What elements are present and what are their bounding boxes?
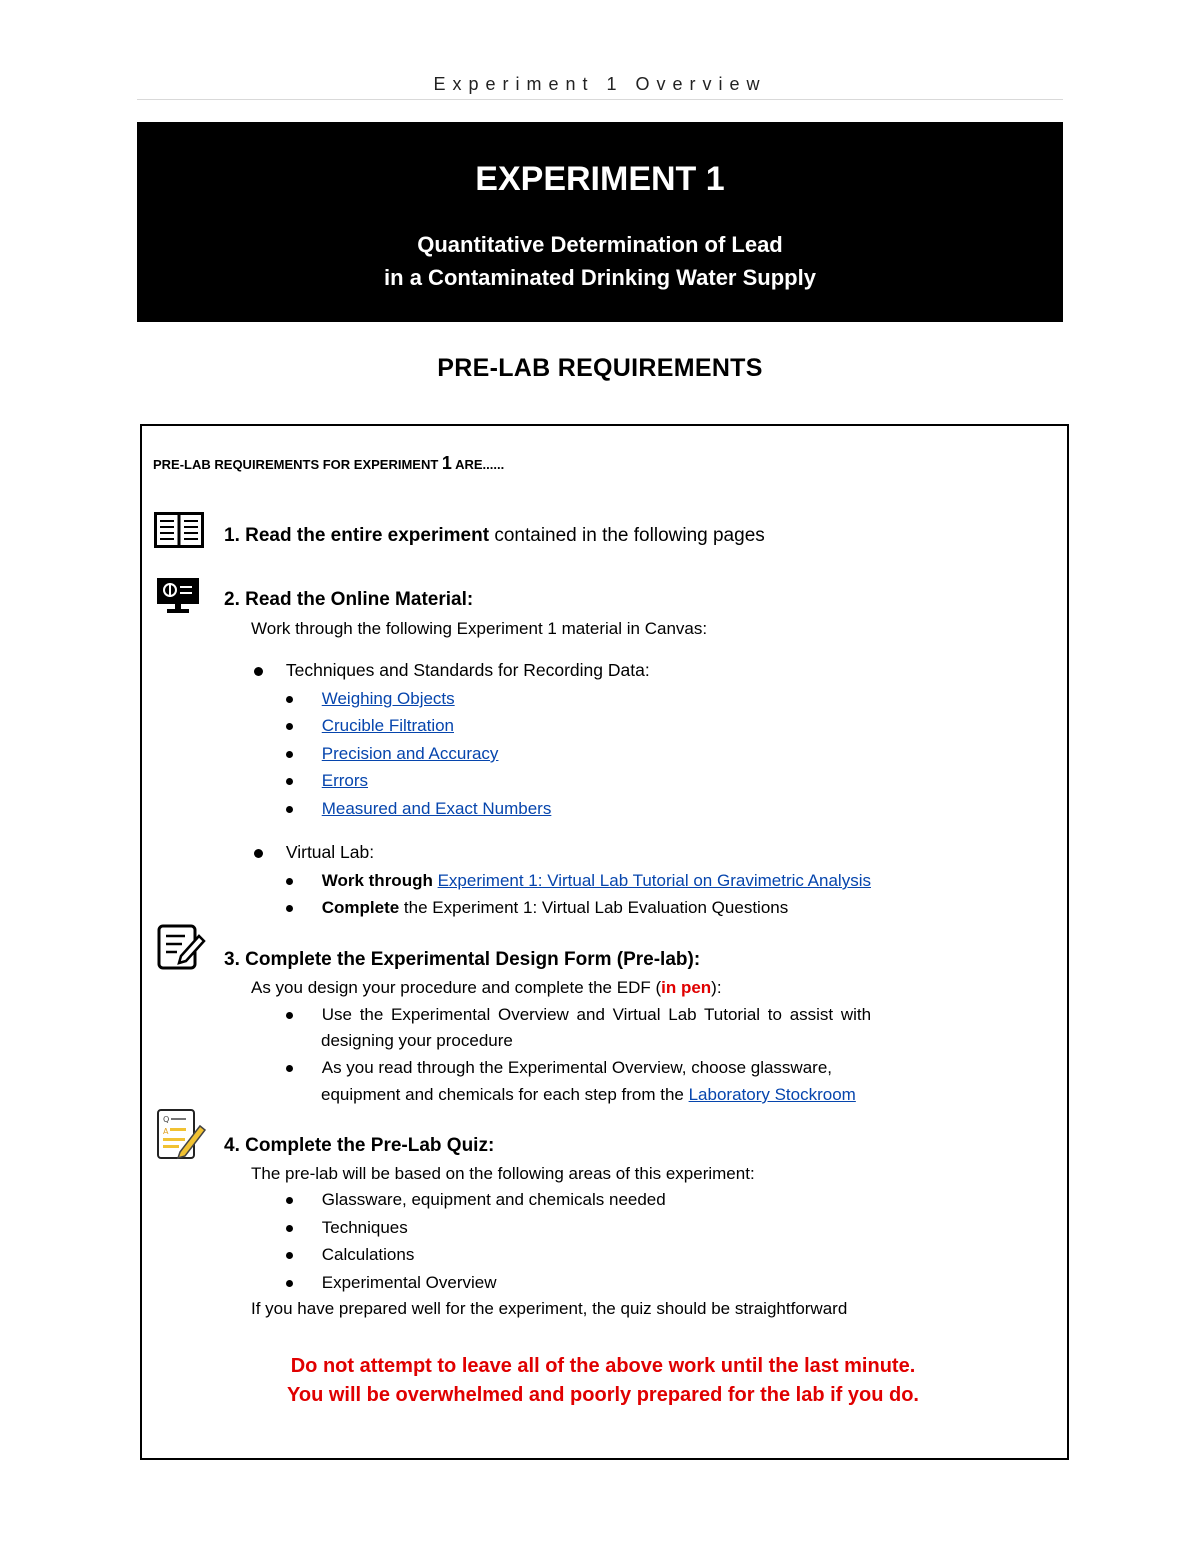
warning-line-2: You will be overwhelmed and poorly prepared for the lab if you do. [287, 1384, 919, 1406]
techniques-group-label: Techniques and Standards for Recording Data: [254, 660, 650, 681]
link-measured-exact-numbers[interactable]: Measured and Exact Numbers [321, 799, 552, 818]
list-item: Use the Experimental Overview and Virtual Lab Tutorial to assist with [286, 1005, 871, 1025]
list-item [286, 771, 368, 791]
bullet-icon [286, 1252, 293, 1259]
bullet-icon [254, 667, 263, 676]
link-laboratory-stockroom[interactable]: Laboratory Stockroom [688, 1085, 856, 1104]
list-item [286, 799, 551, 819]
notepad-pencil-icon [155, 922, 207, 972]
svg-text:A: A [163, 1127, 169, 1136]
computer-monitor-icon [157, 578, 199, 614]
experiment-title: EXPERIMENT 1 [475, 160, 725, 198]
bullet-icon [254, 849, 263, 858]
bullet-icon [286, 723, 293, 730]
list-item [286, 716, 454, 736]
bullet-icon [286, 1225, 293, 1232]
link-weighing-objects[interactable]: Weighing Objects [321, 689, 455, 708]
list-item: Calculations [286, 1245, 414, 1265]
quiz-form-pencil-icon [156, 1108, 208, 1162]
header-divider [137, 99, 1063, 100]
bullet-icon [286, 905, 293, 912]
quiz-closing-note: If you have prepared well for the experiment, the quiz should be straightforward [251, 1299, 848, 1318]
intro-line: PRE-LAB REQUIREMENTS FOR EXPERIMENT 1 ARE...... [153, 453, 505, 473]
open-book-icon [154, 512, 204, 548]
list-item: Complete the Experiment 1: Virtual Lab Evaluation Questions [286, 898, 788, 918]
subtitle-line-1: Quantitative Determination of Lead [417, 232, 783, 257]
bullet-icon [286, 878, 293, 885]
bullet-icon [286, 806, 293, 813]
list-item: Experimental Overview [286, 1273, 497, 1293]
link-errors[interactable]: Errors [321, 771, 369, 790]
item-edf-title: 3. Complete the Experimental Design Form (Pre-lab): [224, 949, 701, 970]
list-item [286, 689, 455, 709]
item-quiz-title: 4. Complete the Pre-Lab Quiz: [224, 1135, 495, 1156]
list-item-continuation: equipment and chemicals for each step from the Laboratory Stockroom [321, 1085, 856, 1104]
svg-text:Q: Q [163, 1115, 170, 1124]
subtitle-line-2: in a Contaminated Drinking Water Supply [384, 265, 816, 290]
item-edf-desc: As you design your procedure and complete the EDF (in pen): [251, 978, 722, 997]
link-precision-accuracy[interactable]: Precision and Accuracy [321, 744, 499, 763]
title-banner [137, 122, 1063, 322]
bullet-icon [286, 1065, 293, 1072]
bullet-icon [286, 1197, 293, 1204]
link-virtual-lab-tutorial[interactable]: Experiment 1: Virtual Lab Tutorial on Gravimetric Analysis [437, 871, 871, 890]
bullet-icon [286, 751, 293, 758]
list-item: As you read through the Experimental Overview, choose glassware, [286, 1058, 832, 1078]
bullet-icon [286, 696, 293, 703]
list-item: Glassware, equipment and chemicals needed [286, 1190, 666, 1210]
bullet-icon [286, 1280, 293, 1287]
item-online-material-title: 2. Read the Online Material: [224, 589, 474, 610]
virtual-lab-group-label: Virtual Lab: [254, 842, 374, 863]
list-item-continuation: designing your procedure [321, 1031, 513, 1050]
bullet-icon [286, 778, 293, 785]
running-header: Experiment 1 Overview [433, 74, 767, 94]
item-read-experiment: 1. Read the entire experiment contained in the following pages [224, 525, 765, 546]
section-heading: PRE-LAB REQUIREMENTS [437, 354, 763, 382]
link-crucible-filtration[interactable]: Crucible Filtration [321, 716, 454, 735]
item-quiz-desc: The pre-lab will be based on the following areas of this experiment: [251, 1164, 755, 1183]
warning-line-1: Do not attempt to leave all of the above work until the last minute. [290, 1355, 916, 1377]
list-item: Work through Experiment 1: Virtual Lab Tutorial on Gravimetric Analysis [286, 871, 871, 891]
experiment-subtitle [137, 228, 1063, 294]
list-item [286, 744, 498, 764]
item-online-material-desc: Work through the following Experiment 1 material in Canvas: [251, 619, 708, 638]
list-item: Techniques [286, 1218, 408, 1238]
bullet-icon [286, 1012, 293, 1019]
